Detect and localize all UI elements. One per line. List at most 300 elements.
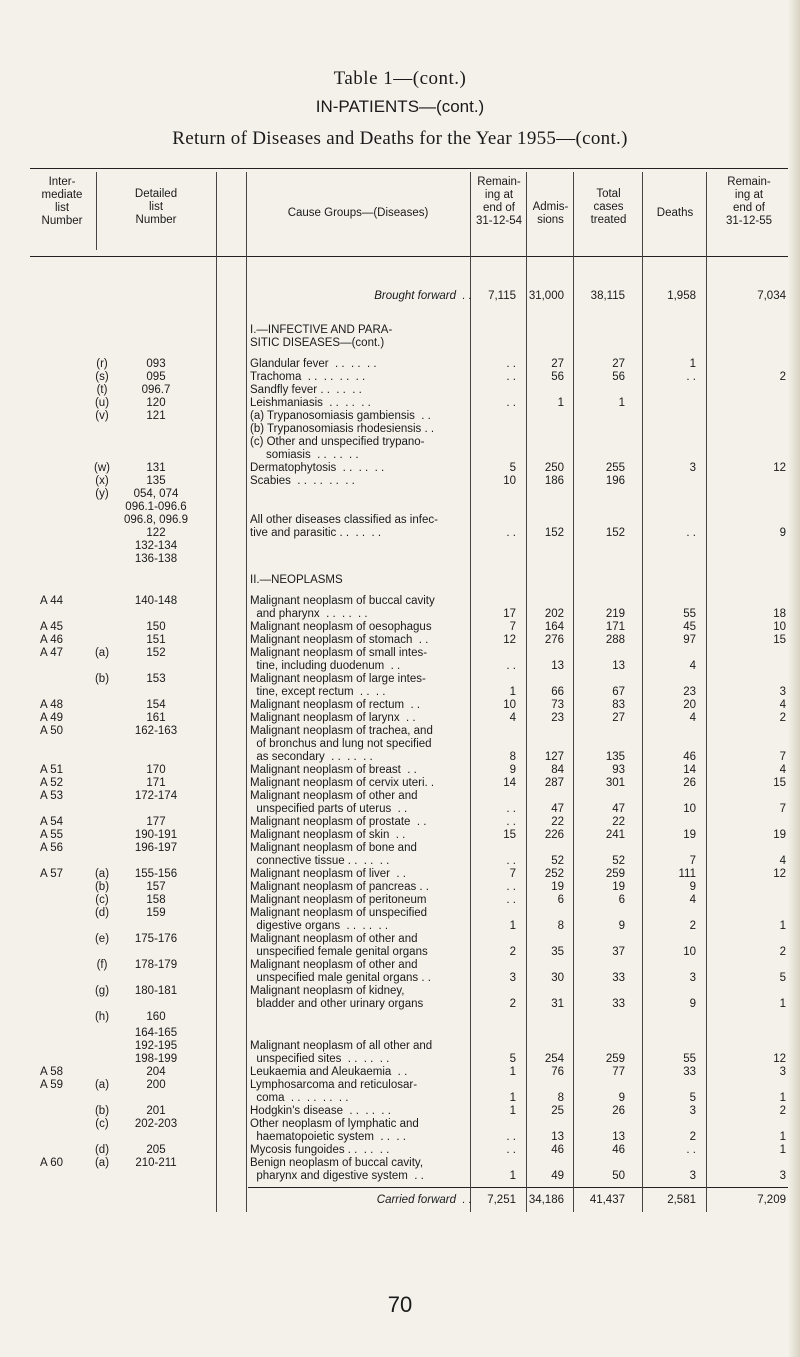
deaths: 9	[689, 881, 696, 893]
cause-name: unspecified female genital organs	[250, 946, 428, 958]
table-row	[30, 634, 790, 647]
remaining-start: 3	[509, 972, 516, 984]
remaining-end: 7,209	[757, 1194, 786, 1206]
table-row	[30, 449, 790, 462]
total-treated: 38,115	[590, 290, 625, 302]
detailed-number: 200	[146, 1079, 166, 1091]
admissions: 23	[551, 712, 564, 724]
admissions: 47	[551, 803, 564, 815]
cause-name: Malignant neoplasm of oesophagus	[250, 621, 432, 633]
admissions: 34,186	[528, 1194, 564, 1206]
remaining-end: 2	[779, 712, 786, 724]
table-row	[30, 1066, 790, 1079]
total-treated: 13	[612, 1131, 625, 1143]
remaining-start: . .	[506, 397, 516, 409]
total-treated: 93	[612, 764, 625, 776]
detailed-number: 196-197	[134, 842, 178, 854]
remaining-end: 1	[779, 1144, 786, 1156]
remaining-start: 1	[509, 920, 516, 932]
deaths: 4	[689, 712, 696, 724]
remaining-start: 5	[509, 462, 516, 474]
header-top-rule	[30, 168, 790, 169]
cause-name: Brought forward . .	[374, 290, 472, 302]
sub-letter: (a)	[94, 647, 110, 659]
admissions: 13	[551, 1131, 564, 1143]
cause-name: pharynx and digestive system . .	[250, 1170, 424, 1182]
table-row	[30, 829, 790, 842]
header-remain-start: Remain- ing at end of 31-12-54	[475, 176, 523, 227]
cause-name: Malignant neoplasm of unspecified	[250, 907, 428, 919]
remaining-end: 2	[779, 371, 786, 383]
detailed-number: 096.8, 096.9	[124, 514, 188, 526]
cause-name: Malignant neoplasm of small intes-	[250, 647, 428, 659]
table-row	[30, 1131, 790, 1144]
table-row	[30, 1011, 790, 1024]
intermediate-number: A 56	[40, 842, 64, 854]
deaths: 4	[689, 660, 696, 672]
sub-letter: (b)	[94, 881, 110, 893]
detailed-number: 170	[146, 764, 166, 776]
deaths: 4	[689, 894, 696, 906]
remaining-end: 2	[779, 946, 786, 958]
remaining-end: 12	[773, 868, 786, 880]
cause-name: unspecified parts of uterus . .	[250, 803, 408, 815]
table-subtitle: IN-PATIENTS—(cont.)	[315, 97, 485, 116]
sub-letter: (c)	[95, 894, 109, 906]
cause-name: Malignant neoplasm of breast . .	[250, 764, 417, 776]
cause-name: Malignant neoplasm of pancreas . .	[250, 881, 429, 893]
cause-name: Malignant neoplasm of bone and	[250, 842, 417, 854]
cause-name: Leishmaniasis . . . . . .	[250, 397, 371, 409]
table-row	[30, 540, 790, 553]
table-row	[30, 1144, 790, 1157]
admissions: 56	[551, 371, 564, 383]
remaining-start: 1	[509, 1092, 516, 1104]
remaining-end: 12	[773, 1053, 786, 1065]
cause-name: Malignant neoplasm of all other and	[250, 1040, 433, 1052]
remaining-start: 7	[509, 621, 516, 633]
detailed-number: 136-138	[134, 553, 178, 565]
total-treated: 152	[605, 527, 625, 539]
remaining-start: . .	[506, 881, 516, 893]
detailed-number: 178-179	[134, 959, 178, 971]
total-treated: 33	[612, 998, 625, 1010]
deaths: 3	[689, 462, 696, 474]
admissions: 127	[544, 751, 564, 763]
sub-letter: (x)	[95, 475, 109, 487]
deaths: 2,581	[667, 1194, 696, 1206]
sub-letter: (d)	[94, 1144, 110, 1156]
cause-name: of bronchus and lung not specified	[250, 738, 432, 750]
table-row	[30, 998, 790, 1011]
header-cause: Cause Groups—(Diseases)	[287, 207, 429, 219]
detailed-number: 202-203	[134, 1118, 178, 1130]
admissions: 73	[551, 699, 564, 711]
deaths: 111	[678, 868, 696, 880]
detailed-number: 175-176	[134, 933, 178, 945]
table-row	[30, 1027, 790, 1040]
intermediate-number: A 60	[40, 1157, 64, 1169]
remaining-start: . .	[506, 855, 516, 867]
remaining-start: . .	[506, 371, 516, 383]
table-row	[30, 358, 790, 371]
table-row	[30, 337, 790, 350]
cause-name: Malignant neoplasm of other and	[250, 933, 418, 945]
remaining-end: 1	[779, 1131, 786, 1143]
admissions: 226	[544, 829, 564, 841]
cause-name: somiasis . . . . . .	[250, 449, 359, 461]
cause-name: Malignant neoplasm of peritoneum	[250, 894, 427, 906]
table-row	[30, 803, 790, 816]
cause-name: Hodgkin's disease . . . . . .	[250, 1105, 391, 1117]
cause-name: Benign neoplasm of buccal cavity,	[250, 1157, 424, 1169]
deaths: 3	[689, 1170, 696, 1182]
table-row	[30, 816, 790, 829]
remaining-end: 4	[779, 855, 786, 867]
intermediate-number: A 49	[40, 712, 64, 724]
remaining-end: 1	[779, 920, 786, 932]
table-row	[30, 1194, 790, 1207]
cause-name: coma . . . . . . . .	[250, 1092, 349, 1104]
deaths: 45	[683, 621, 696, 633]
table-row	[30, 488, 790, 501]
admissions: 31	[551, 998, 564, 1010]
cause-name: Malignant neoplasm of liver . .	[250, 868, 406, 880]
remaining-end: 15	[773, 777, 786, 789]
table-row	[30, 371, 790, 384]
cause-name: II.—NEOPLASMS	[250, 574, 343, 586]
remaining-start: . .	[506, 1144, 516, 1156]
table-row	[30, 608, 790, 621]
detailed-number: 190-191	[134, 829, 178, 841]
deaths: 3	[689, 972, 696, 984]
table-row	[30, 855, 790, 868]
cause-name: Malignant neoplasm of kidney,	[250, 985, 405, 997]
total-treated: 47	[612, 803, 625, 815]
intermediate-number: A 48	[40, 699, 64, 711]
detailed-number: 151	[146, 634, 166, 646]
table-row	[30, 699, 790, 712]
total-treated: 41,437	[589, 1194, 625, 1206]
remaining-start: 15	[503, 829, 516, 841]
table-title: Table 1—(cont.)	[333, 68, 467, 89]
admissions: 46	[551, 1144, 564, 1156]
sub-letter: (y)	[95, 488, 109, 500]
sub-letter: (v)	[95, 410, 109, 422]
table-row	[30, 324, 790, 337]
remaining-end: 9	[779, 527, 786, 539]
admissions: 276	[544, 634, 564, 646]
admissions: 186	[544, 475, 564, 487]
table-row	[30, 790, 790, 803]
cause-name: SITIC DISEASES—(cont.)	[250, 337, 385, 349]
remaining-end: 4	[779, 699, 786, 711]
detailed-number: 135	[146, 475, 166, 487]
deaths: 97	[683, 634, 696, 646]
table-row	[30, 423, 790, 436]
admissions: 287	[544, 777, 564, 789]
deaths: 20	[683, 699, 696, 711]
table-main-heading: Return of Diseases and Deaths for the Year 1955—(cont.)	[172, 128, 628, 149]
remaining-start: . .	[506, 660, 516, 672]
admissions: 52	[551, 855, 564, 867]
table-row	[30, 868, 790, 881]
detailed-number: 132-134	[134, 540, 178, 552]
admissions: 31,000	[528, 290, 564, 302]
cause-name: Malignant neoplasm of stomach . .	[250, 634, 429, 646]
table-row	[30, 673, 790, 686]
deaths: 3	[689, 1105, 696, 1117]
header-bottom-rule	[30, 256, 790, 257]
cause-name: Malignant neoplasm of prostate . .	[250, 816, 427, 828]
deaths: 10	[683, 946, 696, 958]
remaining-end: 19	[773, 829, 786, 841]
sub-letter: (b)	[94, 1105, 110, 1117]
remaining-end: 7	[779, 803, 786, 815]
table-row	[30, 436, 790, 449]
header-deaths: Deaths	[656, 207, 694, 219]
footer-rule	[248, 1187, 790, 1188]
total-treated: 135	[605, 751, 625, 763]
remaining-start: 12	[503, 634, 516, 646]
cause-name: Leukaemia and Aleukaemia . .	[250, 1066, 408, 1078]
table-row	[30, 475, 790, 488]
deaths: 46	[683, 751, 696, 763]
remaining-start: 1	[509, 1105, 516, 1117]
deaths: 2	[689, 1131, 696, 1143]
cause-name: Malignant neoplasm of larynx . .	[250, 712, 416, 724]
intermediate-number: A 52	[40, 777, 64, 789]
detailed-number: 150	[146, 621, 166, 633]
total-treated: 67	[612, 686, 625, 698]
remaining-end: 2	[779, 1105, 786, 1117]
total-treated: 196	[605, 475, 625, 487]
remaining-end: 7,034	[757, 290, 786, 302]
remaining-end: 7	[779, 751, 786, 763]
detailed-number: 172-174	[134, 790, 178, 802]
cause-name: tine, except rectum . . . .	[250, 686, 386, 698]
cause-name: unspecified male genital organs . .	[250, 972, 431, 984]
col-divider	[96, 172, 97, 250]
total-treated: 241	[605, 829, 625, 841]
table-row	[30, 1092, 790, 1105]
sub-letter: (u)	[94, 397, 110, 409]
detailed-number: 095	[146, 371, 166, 383]
intermediate-number: A 47	[40, 647, 64, 659]
cause-name: Malignant neoplasm of cervix uteri. .	[250, 777, 435, 789]
intermediate-number: A 55	[40, 829, 64, 841]
total-treated: 6	[618, 894, 625, 906]
remaining-start: . .	[506, 803, 516, 815]
admissions: 22	[551, 816, 564, 828]
remaining-start: . .	[506, 816, 516, 828]
total-treated: 219	[605, 608, 625, 620]
deaths: 5	[689, 1092, 696, 1104]
remaining-end: 1	[779, 998, 786, 1010]
detailed-number: 140-148	[134, 595, 178, 607]
header-remain-end: Remain- ing at end of 31-12-55	[725, 176, 773, 227]
detailed-number: 201	[146, 1105, 166, 1117]
deaths: 7	[689, 855, 696, 867]
cause-name: Sandfly fever . . . . . .	[250, 384, 362, 396]
table-row	[30, 959, 790, 972]
detailed-number: 177	[146, 816, 166, 828]
detailed-number: 210-211	[135, 1157, 177, 1169]
intermediate-number: A 44	[40, 595, 64, 607]
remaining-start: 1	[509, 686, 516, 698]
cause-name: Mycosis fungoides . . . . . .	[250, 1144, 390, 1156]
detailed-number: 192-195	[134, 1040, 178, 1052]
sub-letter: (e)	[94, 933, 110, 945]
total-treated: 26	[612, 1105, 625, 1117]
remaining-start: 1	[509, 1170, 516, 1182]
remaining-end: 12	[773, 462, 786, 474]
table-row	[30, 920, 790, 933]
cause-name: Malignant neoplasm of skin . .	[250, 829, 406, 841]
total-treated: 259	[605, 868, 625, 880]
total-treated: 27	[612, 712, 625, 724]
table-row	[30, 751, 790, 764]
cause-name: All other diseases classified as infec-	[250, 514, 438, 526]
table-row	[30, 553, 790, 566]
remaining-start: 8	[509, 751, 516, 763]
remaining-end: 3	[779, 686, 786, 698]
admissions: 25	[551, 1105, 564, 1117]
cause-name: Malignant neoplasm of rectum . .	[250, 699, 421, 711]
total-treated: 77	[612, 1066, 625, 1078]
sub-letter: (s)	[95, 371, 109, 383]
deaths: . .	[686, 527, 696, 539]
total-treated: 9	[618, 1092, 625, 1104]
cause-name: digestive organs . . . . . .	[250, 920, 389, 932]
cause-name: unspecified sites . . . . . .	[250, 1053, 390, 1065]
sub-letter: (t)	[96, 384, 108, 396]
total-treated: 52	[612, 855, 625, 867]
remaining-start: 9	[509, 764, 516, 776]
admissions: 19	[551, 881, 564, 893]
remaining-end: 1	[779, 1092, 786, 1104]
admissions: 6	[557, 894, 564, 906]
remaining-start: . .	[506, 527, 516, 539]
cause-name: as secondary . . . . . .	[250, 751, 373, 763]
cause-name: Dermatophytosis . . . . . .	[250, 462, 385, 474]
remaining-end: 10	[773, 621, 786, 633]
total-treated: 83	[612, 699, 625, 711]
admissions: 8	[557, 1092, 564, 1104]
intermediate-number: A 45	[40, 621, 64, 633]
table-row	[30, 514, 790, 527]
admissions: 35	[551, 946, 564, 958]
sub-letter: (a)	[94, 1157, 110, 1169]
intermediate-number: A 51	[40, 764, 64, 776]
remaining-start: . .	[506, 894, 516, 906]
table-row	[30, 972, 790, 985]
detailed-number: 131	[146, 462, 166, 474]
sub-letter: (w)	[94, 462, 110, 474]
remaining-start: 10	[503, 699, 516, 711]
intermediate-number: A 57	[40, 868, 64, 880]
detailed-number: 157	[146, 881, 166, 893]
detailed-number: 153	[146, 673, 166, 685]
table-row	[30, 621, 790, 634]
header-admissions: Admis- sions	[532, 201, 569, 226]
deaths: 14	[683, 764, 696, 776]
detailed-number: 120	[146, 397, 166, 409]
table-row	[30, 1105, 790, 1118]
detailed-number: 162-163	[134, 725, 178, 737]
intermediate-number: A 59	[40, 1079, 64, 1091]
admissions: 250	[544, 462, 564, 474]
total-treated: 37	[612, 946, 625, 958]
sub-letter: (g)	[94, 985, 110, 997]
cause-name: Glandular fever . . . . . .	[250, 358, 377, 370]
detailed-number: 180-181	[134, 985, 178, 997]
admissions: 202	[544, 608, 564, 620]
sub-letter: (d)	[94, 907, 110, 919]
deaths: . .	[686, 1144, 696, 1156]
header-intermediate: Inter- mediate list Number	[41, 176, 83, 227]
admissions: 164	[544, 621, 564, 633]
page-edge-shadow	[788, 0, 800, 1357]
remaining-start: 7,115	[488, 290, 516, 302]
total-treated: 56	[612, 371, 625, 383]
header-total: Total cases treated	[590, 188, 627, 226]
table-row	[30, 574, 790, 587]
admissions: 152	[544, 527, 564, 539]
detailed-number: 171	[146, 777, 166, 789]
table-row	[30, 686, 790, 699]
deaths: 1,958	[667, 290, 696, 302]
remaining-end: 3	[779, 1066, 786, 1078]
detailed-number: 096.1-096.6	[125, 501, 187, 513]
deaths: 1	[689, 358, 696, 370]
table-row	[30, 764, 790, 777]
total-treated: 50	[612, 1170, 625, 1182]
admissions: 1	[557, 397, 564, 409]
admissions: 13	[551, 660, 564, 672]
total-treated: 255	[605, 462, 625, 474]
detailed-number: 122	[146, 527, 166, 539]
total-treated: 301	[605, 777, 625, 789]
cause-name: Malignant neoplasm of other and	[250, 959, 418, 971]
detailed-number: 152	[146, 647, 166, 659]
table-row	[30, 527, 790, 540]
remaining-start: 4	[509, 712, 516, 724]
remaining-start: 1	[509, 1066, 516, 1078]
remaining-start: . .	[506, 1131, 516, 1143]
sub-letter: (b)	[94, 673, 110, 685]
detailed-number: 205	[146, 1144, 166, 1156]
total-treated: 27	[612, 358, 625, 370]
table-row	[30, 462, 790, 475]
cause-name: Carried forward . .	[376, 1194, 472, 1206]
intermediate-number: A 53	[40, 790, 64, 802]
intermediate-number: A 58	[40, 1066, 64, 1078]
cause-name: Malignant neoplasm of trachea, and	[250, 725, 433, 737]
table-row	[30, 738, 790, 751]
deaths: 26	[683, 777, 696, 789]
remaining-end: 15	[773, 634, 786, 646]
deaths: 33	[683, 1066, 696, 1078]
table-row	[30, 933, 790, 946]
detailed-number: 198-199	[134, 1053, 178, 1065]
table-row	[30, 384, 790, 397]
admissions: 49	[551, 1170, 564, 1182]
cause-name: Scabies . . . . . . . .	[250, 475, 355, 487]
detailed-number: 160	[146, 1011, 166, 1023]
remaining-start: 17	[503, 608, 516, 620]
total-treated: 46	[612, 1144, 625, 1156]
